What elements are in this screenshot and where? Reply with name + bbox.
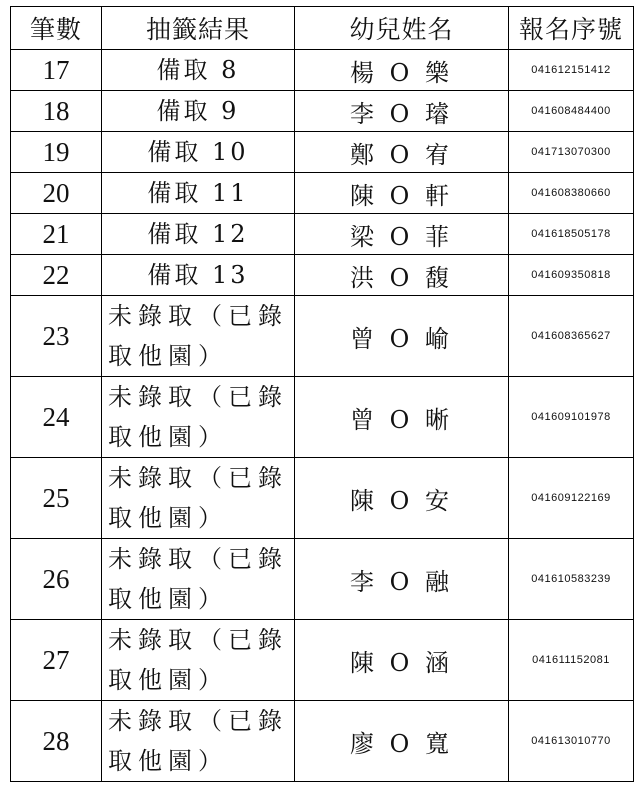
header-name: 幼兒姓名 — [295, 7, 509, 50]
cell-result: 備取 11 — [102, 173, 295, 214]
header-result: 抽籤結果 — [102, 7, 295, 50]
cell-serial: 041608365627 — [509, 296, 634, 377]
cell-result: 備取 12 — [102, 214, 295, 255]
cell-serial: 041713070300 — [509, 132, 634, 173]
table-row — [11, 539, 634, 620]
table-row — [11, 620, 634, 701]
cell-count: 20 — [11, 173, 102, 214]
cell-serial: 041611152081 — [509, 620, 634, 701]
cell-serial: 041609101978 — [509, 377, 634, 458]
cell-name: 陳 O 涵 — [295, 620, 509, 701]
cell-serial: 041608380660 — [509, 173, 634, 214]
cell-name: 陳 O 軒 — [295, 173, 509, 214]
cell-result: 未錄取（已錄取他園） — [102, 620, 295, 701]
cell-count: 24 — [11, 377, 102, 458]
header-row — [11, 7, 634, 50]
cell-count: 23 — [11, 296, 102, 377]
cell-count: 27 — [11, 620, 102, 701]
table-row — [11, 50, 634, 91]
cell-count: 17 — [11, 50, 102, 91]
table-row — [11, 214, 634, 255]
cell-result: 未錄取（已錄取他園） — [102, 377, 295, 458]
cell-name: 陳 O 安 — [295, 458, 509, 539]
cell-count: 18 — [11, 91, 102, 132]
cell-serial: 041618505178 — [509, 214, 634, 255]
cell-count: 22 — [11, 255, 102, 296]
cell-name: 洪 O 馥 — [295, 255, 509, 296]
cell-name: 廖 O 寬 — [295, 701, 509, 782]
cell-serial: 041608484400 — [509, 91, 634, 132]
cell-result: 未錄取（已錄取他園） — [102, 701, 295, 782]
cell-name: 曾 O 崳 — [295, 296, 509, 377]
cell-name: 李 O 融 — [295, 539, 509, 620]
cell-result: 未錄取（已錄取他園） — [102, 539, 295, 620]
cell-name: 曾 O 晰 — [295, 377, 509, 458]
header-serial: 報名序號 — [509, 7, 634, 50]
cell-result: 備取 9 — [102, 91, 295, 132]
cell-result: 備取 10 — [102, 132, 295, 173]
cell-name: 楊 O 樂 — [295, 50, 509, 91]
cell-count: 19 — [11, 132, 102, 173]
cell-result: 備取 13 — [102, 255, 295, 296]
table-row — [11, 255, 634, 296]
cell-serial: 041613010770 — [509, 701, 634, 782]
cell-result: 備取 8 — [102, 50, 295, 91]
cell-serial: 041610583239 — [509, 539, 634, 620]
cell-result: 未錄取（已錄取他園） — [102, 458, 295, 539]
table-row — [11, 173, 634, 214]
table-row — [11, 701, 634, 782]
table-row — [11, 132, 634, 173]
table-row — [11, 377, 634, 458]
header-count: 筆數 — [11, 7, 102, 50]
cell-serial: 041609350818 — [509, 255, 634, 296]
cell-name: 鄭 O 宥 — [295, 132, 509, 173]
cell-name: 梁 O 菲 — [295, 214, 509, 255]
cell-count: 28 — [11, 701, 102, 782]
cell-result: 未錄取（已錄取他園） — [102, 296, 295, 377]
cell-name: 李 O 璿 — [295, 91, 509, 132]
cell-serial: 041609122169 — [509, 458, 634, 539]
table-row — [11, 296, 634, 377]
table-row — [11, 458, 634, 539]
cell-count: 25 — [11, 458, 102, 539]
cell-count: 21 — [11, 214, 102, 255]
lottery-results-table — [10, 6, 634, 782]
cell-count: 26 — [11, 539, 102, 620]
cell-serial: 041612151412 — [509, 50, 634, 91]
table-row — [11, 91, 634, 132]
